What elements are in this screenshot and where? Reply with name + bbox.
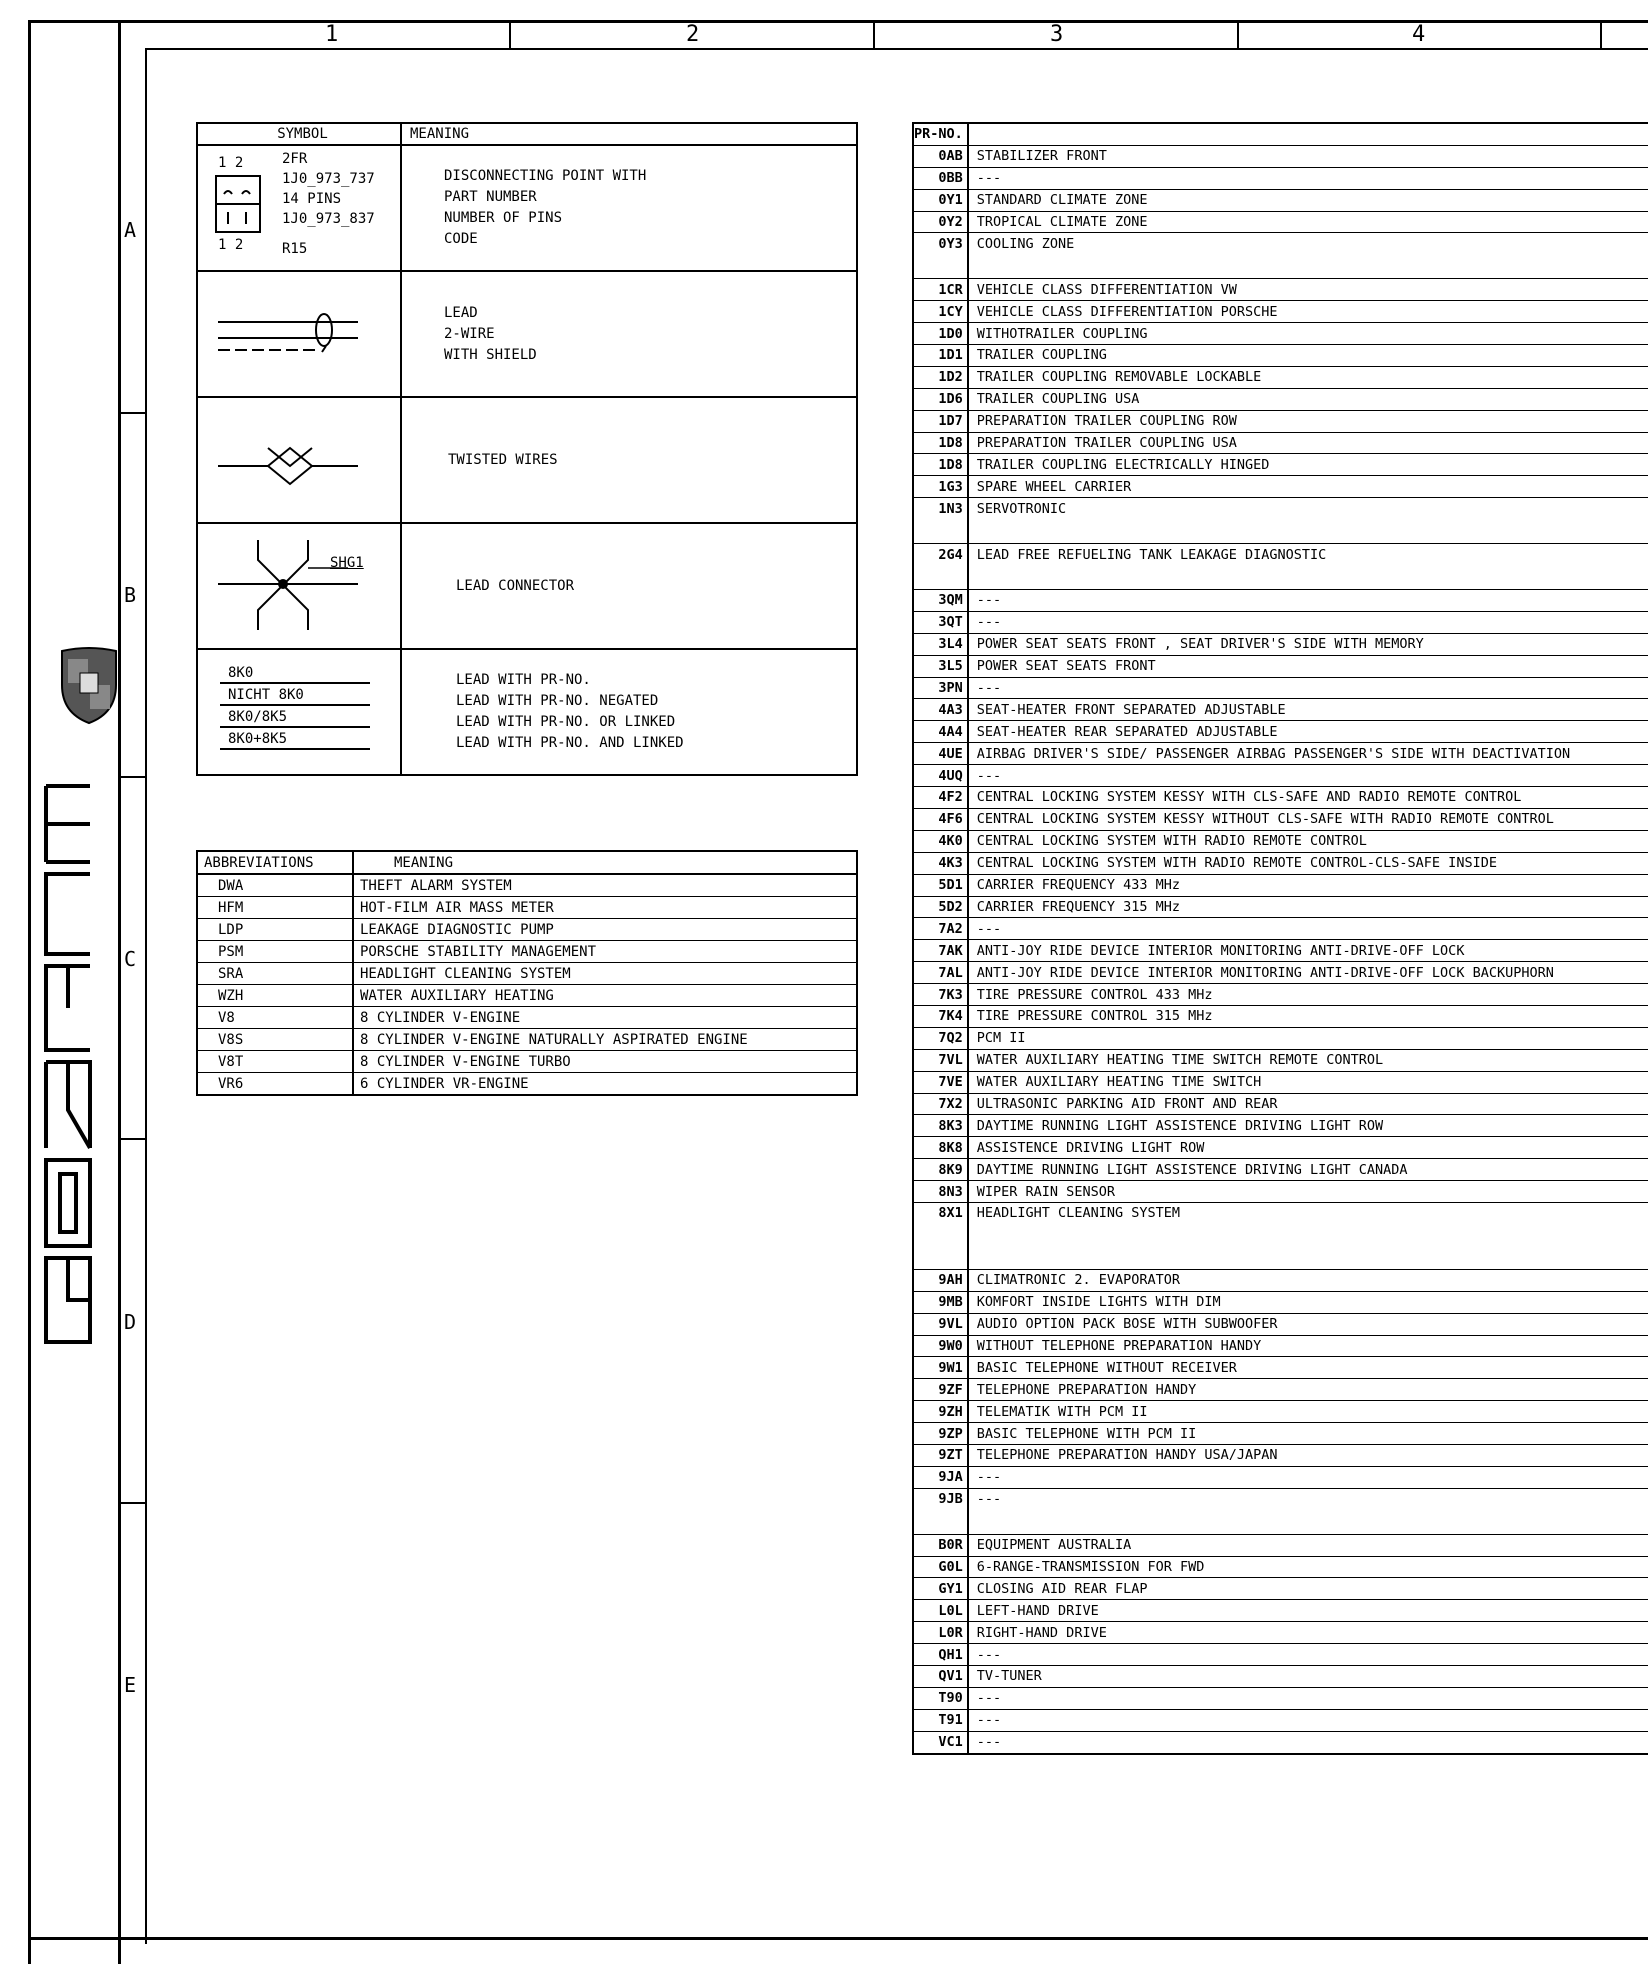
pr-code: 1D8 (913, 432, 968, 454)
pr-code: 9MB (913, 1291, 968, 1313)
table-row (913, 1093, 1648, 1115)
column-number-3: 3 (1050, 22, 1064, 47)
pr-code: B0R (913, 1534, 968, 1556)
pr-description: SERVOTRONIC (968, 498, 1648, 519)
col-sep (509, 20, 511, 48)
pr-description: --- (968, 1466, 1648, 1488)
table-row (913, 189, 1648, 211)
meaning-lead-connector: LEAD CONNECTOR (401, 523, 857, 649)
table-row (913, 388, 1648, 410)
pr-code: 9ZT (913, 1444, 968, 1466)
pr-code: 1D2 (913, 366, 968, 388)
table-row (197, 1029, 857, 1051)
table-row (913, 410, 1648, 432)
col-sep (1600, 20, 1602, 48)
pr-description: LEFT-HAND DRIVE (968, 1600, 1648, 1622)
table-row (913, 1622, 1648, 1644)
abbreviation-meaning: WATER AUXILIARY HEATING (353, 985, 857, 1007)
table-row (913, 808, 1648, 830)
pr-code: 8K3 (913, 1115, 968, 1137)
abbreviation-code: V8S (197, 1029, 353, 1051)
pr-description: WATER AUXILIARY HEATING TIME SWITCH REMOTE CONTROL (968, 1049, 1648, 1071)
table-row (913, 1202, 1648, 1223)
pr-code: 1D6 (913, 388, 968, 410)
twisted-wires-icon (198, 398, 398, 518)
pr-code: 2G4 (913, 544, 968, 565)
symbol-legend-table (196, 122, 858, 776)
pr-description: KOMFORT INSIDE LIGHTS WITH DIM (968, 1291, 1648, 1313)
pr-code: 3QT (913, 611, 968, 633)
pr-code: 8X1 (913, 1202, 968, 1223)
table-row (913, 345, 1648, 367)
table-row (913, 1137, 1648, 1159)
table-row (197, 1073, 857, 1096)
table-row (913, 1666, 1648, 1688)
table-row (913, 1379, 1648, 1401)
pr-code: GY1 (913, 1578, 968, 1600)
pr-code: QV1 (913, 1666, 968, 1688)
meaning-header: MEANING (401, 123, 857, 145)
table-row (913, 1578, 1648, 1600)
table-row (913, 1313, 1648, 1335)
table-row (913, 1005, 1648, 1027)
table-row (913, 1709, 1648, 1731)
table-row (913, 1357, 1648, 1379)
table-row (913, 167, 1648, 189)
table-row (913, 301, 1648, 323)
table-row (913, 1027, 1648, 1049)
table-row (913, 1401, 1648, 1423)
pr-code: 7VL (913, 1049, 968, 1071)
abbreviation-meaning: 8 CYLINDER V-ENGINE TURBO (353, 1051, 857, 1073)
pr-code: 8K8 (913, 1137, 968, 1159)
table-spacer-row (913, 565, 1648, 590)
pr-code: 4A4 (913, 721, 968, 743)
pr-code: 3PN (913, 677, 968, 699)
pr-description: POWER SEAT SEATS FRONT , SEAT DRIVER'S SIDE WITH MEMORY (968, 633, 1648, 655)
pr-description: DAYTIME RUNNING LIGHT ASSISTENCE DRIVING LIGHT ROW (968, 1115, 1648, 1137)
table-row (913, 830, 1648, 852)
table-row (913, 874, 1648, 896)
pr-description: SEAT-HEATER REAR SEPARATED ADJUSTABLE (968, 721, 1648, 743)
pr-description: --- (968, 590, 1648, 612)
abbreviation-code: SRA (197, 963, 353, 985)
table-row (913, 721, 1648, 743)
table-row (913, 1488, 1648, 1509)
porsche-crest-icon (58, 645, 120, 725)
abbreviation-code: V8 (197, 1007, 353, 1029)
pr-code: 9JA (913, 1466, 968, 1488)
abbreviation-code: HFM (197, 897, 353, 919)
pr-code: 1N3 (913, 498, 968, 519)
table-row (913, 1159, 1648, 1181)
pr-description: BASIC TELEPHONE WITHOUT RECEIVER (968, 1357, 1648, 1379)
pr-code: 5D2 (913, 896, 968, 918)
pr-code: 0Y3 (913, 233, 968, 254)
abbreviation-meaning: PORSCHE STABILITY MANAGEMENT (353, 941, 857, 963)
pr-description: PREPARATION TRAILER COUPLING ROW (968, 410, 1648, 432)
pr-code: 0BB (913, 167, 968, 189)
pr-code: 9W0 (913, 1335, 968, 1357)
abbreviation-meaning: HEADLIGHT CLEANING SYSTEM (353, 963, 857, 985)
meaning-shielded-lead: LEAD 2-WIRE WITH SHIELD (401, 271, 857, 397)
pr-description: --- (968, 1731, 1648, 1753)
col-sep (873, 20, 875, 48)
table-row (913, 498, 1648, 519)
pr-description: PCM II (968, 1027, 1648, 1049)
pr-description: AIRBAG DRIVER'S SIDE/ PASSENGER AIRBAG PASSENGER'S SIDE WITH DEACTIVATION (968, 743, 1648, 765)
pr-description: TRAILER COUPLING (968, 345, 1648, 367)
pr-description: --- (968, 765, 1648, 787)
pr-description: TRAILER COUPLING REMOVABLE LOCKABLE (968, 366, 1648, 388)
abbreviation-code: WZH (197, 985, 353, 1007)
pr-code: 8N3 (913, 1181, 968, 1203)
pr-code: 3QM (913, 590, 968, 612)
pr-code: VC1 (913, 1731, 968, 1753)
pr-description: ULTRASONIC PARKING AID FRONT AND REAR (968, 1093, 1648, 1115)
table-spacer-row (913, 519, 1648, 544)
pr-code: 4UQ (913, 765, 968, 787)
pr-code: 5D1 (913, 874, 968, 896)
table-row (197, 919, 857, 941)
pr-code: 3L4 (913, 633, 968, 655)
pr-description: AUDIO OPTION PACK BOSE WITH SUBWOOFER (968, 1313, 1648, 1335)
pr-code: G0L (913, 1556, 968, 1578)
table-row (913, 962, 1648, 984)
pr-description: TELEPHONE PREPARATION HANDY USA/JAPAN (968, 1444, 1648, 1466)
table-row (913, 1291, 1648, 1313)
pr-code: 0Y1 (913, 189, 968, 211)
frame-left-margin-line (118, 20, 121, 1964)
pr-code: L0R (913, 1622, 968, 1644)
table-row (913, 787, 1648, 809)
table-row (913, 1071, 1648, 1093)
pr-code: 1G3 (913, 476, 968, 498)
pr-code: 7A2 (913, 918, 968, 940)
pr-description: CARRIER FREQUENCY 315 MHz (968, 896, 1648, 918)
table-row (913, 1644, 1648, 1666)
pr-code: 7AK (913, 940, 968, 962)
table-row (913, 454, 1648, 476)
pr-description: ANTI-JOY RIDE DEVICE INTERIOR MONITORING ANTI-DRIVE-OFF LOCK BACKUPHORN (968, 962, 1648, 984)
pr-number-table (912, 122, 1648, 1755)
table-row (913, 432, 1648, 454)
pr-description: SPARE WHEEL CARRIER (968, 476, 1648, 498)
pr-code: 7K3 (913, 984, 968, 1006)
pr-description: ASSISTENCE DRIVING LIGHT ROW (968, 1137, 1648, 1159)
table-row (913, 233, 1648, 254)
abbreviation-meaning: 8 CYLINDER V-ENGINE NATURALLY ASPIRATED ENGINE (353, 1029, 857, 1051)
table-spacer-row (913, 1224, 1648, 1270)
pr-code: 9ZP (913, 1423, 968, 1445)
pr-description: VEHICLE CLASS DIFFERENTIATION PORSCHE (968, 301, 1648, 323)
table-row (913, 211, 1648, 233)
pr-description: --- (968, 1488, 1648, 1509)
shielded-lead-icon (198, 272, 398, 392)
abbreviations-table (196, 850, 858, 1096)
pr-description: --- (968, 167, 1648, 189)
pr-description: COOLING ZONE (968, 233, 1648, 254)
row-letter-D: D (124, 1310, 137, 1334)
pr-description: WIPER RAIN SENSOR (968, 1181, 1648, 1203)
pr-code: T90 (913, 1687, 968, 1709)
pr-code: 1CR (913, 279, 968, 301)
pr-code: 7Q2 (913, 1027, 968, 1049)
symbol-disconnecting-point: 1 2 2FR 1J0_973_737 14 PINS 1J0_973_837 1 2 R15 (197, 145, 401, 271)
table-row (913, 1335, 1648, 1357)
row-letter-B: B (124, 583, 137, 607)
pr-description: CLOSING AID REAR FLAP (968, 1578, 1648, 1600)
frame-top-inner-line (145, 48, 1648, 50)
pr-code: 0AB (913, 145, 968, 167)
table-row (197, 1007, 857, 1029)
pr-code: L0L (913, 1600, 968, 1622)
pr-code: 1D8 (913, 454, 968, 476)
row-letter-C: C (124, 947, 137, 971)
table-row (197, 897, 857, 919)
meaning-twisted-wires: TWISTED WIRES (401, 397, 857, 523)
table-row (913, 1049, 1648, 1071)
table-row (913, 145, 1648, 167)
meaning-lead-pr-no: LEAD WITH PR-NO. LEAD WITH PR-NO. NEGATED LEAD WITH PR-NO. OR LINKED LEAD WITH PR-NO. AND LINKED (401, 649, 857, 775)
table-row (913, 765, 1648, 787)
pr-code: 3L5 (913, 655, 968, 677)
pr-description: ANTI-JOY RIDE DEVICE INTERIOR MONITORING ANTI-DRIVE-OFF LOCK (968, 940, 1648, 962)
pr-code: 9ZH (913, 1401, 968, 1423)
pr-code: 1D0 (913, 323, 968, 345)
table-row (913, 476, 1648, 498)
pr-code: 9VL (913, 1313, 968, 1335)
pr-description: BASIC TELEPHONE WITH PCM II (968, 1423, 1648, 1445)
symbol-lead-connector: SHG1 (197, 523, 401, 649)
col-sep (1237, 20, 1239, 48)
table-row (197, 963, 857, 985)
pr-code: T91 (913, 1709, 968, 1731)
table-row (913, 940, 1648, 962)
pr-description: TIRE PRESSURE CONTROL 315 MHz (968, 1005, 1648, 1027)
pr-code: 9AH (913, 1269, 968, 1291)
pr-description: TELEPHONE PREPARATION HANDY (968, 1379, 1648, 1401)
row-sep (118, 1502, 145, 1504)
pr-description: TIRE PRESSURE CONTROL 433 MHz (968, 984, 1648, 1006)
table-row (913, 1687, 1648, 1709)
column-number-2: 2 (686, 22, 700, 47)
table-row (913, 1115, 1648, 1137)
pr-description: STANDARD CLIMATE ZONE (968, 189, 1648, 211)
table-row (913, 1534, 1648, 1556)
pr-description: --- (968, 1644, 1648, 1666)
table-row (197, 1051, 857, 1073)
pr-description: --- (968, 918, 1648, 940)
pr-code: 9ZF (913, 1379, 968, 1401)
pr-description: CENTRAL LOCKING SYSTEM WITH RADIO REMOTE CONTROL-CLS-SAFE INSIDE (968, 852, 1648, 874)
table-row (913, 366, 1648, 388)
pr-code: 8K9 (913, 1159, 968, 1181)
table-row (197, 874, 857, 897)
pr-code: 0Y2 (913, 211, 968, 233)
symbol-shielded-lead (197, 271, 401, 397)
abbreviation-code: V8T (197, 1051, 353, 1073)
pr-code: 7VE (913, 1071, 968, 1093)
abbreviation-meaning: 8 CYLINDER V-ENGINE (353, 1007, 857, 1029)
table-spacer-row (913, 254, 1648, 279)
lead-connector-icon (198, 524, 398, 644)
pr-description: PREPARATION TRAILER COUPLING USA (968, 432, 1648, 454)
abbreviation-code: LDP (197, 919, 353, 941)
pr-description: RIGHT-HAND DRIVE (968, 1622, 1648, 1644)
row-letter-E: E (124, 1673, 137, 1697)
pr-description: DAYTIME RUNNING LIGHT ASSISTENCE DRIVING LIGHT CANADA (968, 1159, 1648, 1181)
pr-code: 4K3 (913, 852, 968, 874)
pr-code: QH1 (913, 1644, 968, 1666)
pr-code: 4A3 (913, 699, 968, 721)
pr-description: --- (968, 611, 1648, 633)
column-number-4: 4 (1412, 22, 1426, 47)
pr-description: --- (968, 1687, 1648, 1709)
table-row (913, 633, 1648, 655)
table-spacer-row (913, 1510, 1648, 1535)
connector-icon (214, 174, 280, 236)
pr-description: WITHOTRAILER COUPLING (968, 323, 1648, 345)
frame-inner-line (145, 48, 147, 1944)
pr-description: HEADLIGHT CLEANING SYSTEM (968, 1202, 1648, 1223)
pr-description: LEAD FREE REFUELING TANK LEAKAGE DIAGNOSTIC (968, 544, 1648, 565)
row-sep (118, 1138, 145, 1140)
abbreviation-meaning: 6 CYLINDER VR-ENGINE (353, 1073, 857, 1096)
table-row (913, 1181, 1648, 1203)
pr-description: STABILIZER FRONT (968, 145, 1648, 167)
table-row (913, 699, 1648, 721)
pr-code: 1CY (913, 301, 968, 323)
pr-description: TROPICAL CLIMATE ZONE (968, 211, 1648, 233)
pr-description: CENTRAL LOCKING SYSTEM WITH RADIO REMOTE CONTROL (968, 830, 1648, 852)
pr-code: 7X2 (913, 1093, 968, 1115)
abbreviation-meaning: LEAKAGE DIAGNOSTIC PUMP (353, 919, 857, 941)
table-row (913, 1556, 1648, 1578)
abbreviation-meaning: THEFT ALARM SYSTEM (353, 874, 857, 897)
table-row (913, 984, 1648, 1006)
pr-code: 1D1 (913, 345, 968, 367)
pr-description: TV-TUNER (968, 1666, 1648, 1688)
abbreviation-meaning: HOT-FILM AIR MASS METER (353, 897, 857, 919)
pr-description: TRAILER COUPLING USA (968, 388, 1648, 410)
table-row (913, 655, 1648, 677)
table-row (913, 1466, 1648, 1488)
pr-code: 7AL (913, 962, 968, 984)
table-row (913, 611, 1648, 633)
pr-code: 1D7 (913, 410, 968, 432)
pr-description: CLIMATRONIC 2. EVAPORATOR (968, 1269, 1648, 1291)
pr-description: CENTRAL LOCKING SYSTEM KESSY WITH CLS-SAFE AND RADIO REMOTE CONTROL (968, 787, 1648, 809)
pr-description: CARRIER FREQUENCY 433 MHz (968, 874, 1648, 896)
abbreviation-code: VR6 (197, 1073, 353, 1096)
pr-description: EQUIPMENT AUSTRALIA (968, 1534, 1648, 1556)
abbreviations-header: ABBREVIATIONS (197, 851, 353, 874)
pr-description: SEAT-HEATER FRONT SEPARATED ADJUSTABLE (968, 699, 1648, 721)
pr-description: --- (968, 677, 1648, 699)
row-sep (118, 412, 145, 414)
pr-description: CENTRAL LOCKING SYSTEM KESSY WITHOUT CLS-SAFE WITH RADIO REMOTE CONTROL (968, 808, 1648, 830)
pr-code: 4F6 (913, 808, 968, 830)
pr-code: 7K4 (913, 1005, 968, 1027)
table-row (913, 852, 1648, 874)
symbol-header: SYMBOL (197, 123, 401, 145)
table-row (913, 896, 1648, 918)
table-row (913, 1269, 1648, 1291)
abbr-meaning-header: MEANING (353, 851, 857, 874)
abbreviation-code: DWA (197, 874, 353, 897)
pr-description: WITHOUT TELEPHONE PREPARATION HANDY (968, 1335, 1648, 1357)
pr-code: 4K0 (913, 830, 968, 852)
table-row (913, 590, 1648, 612)
pr-code: 4UE (913, 743, 968, 765)
pr-description: VEHICLE CLASS DIFFERENTIATION VW (968, 279, 1648, 301)
table-row (913, 279, 1648, 301)
table-row (913, 1600, 1648, 1622)
pr-description: 6-RANGE-TRANSMISSION FOR FWD (968, 1556, 1648, 1578)
row-letter-A: A (124, 218, 137, 242)
porsche-logo (38, 780, 98, 1350)
pr-code: 9JB (913, 1488, 968, 1509)
table-row (913, 1423, 1648, 1445)
column-number-1: 1 (325, 22, 339, 47)
abbreviation-code: PSM (197, 941, 353, 963)
pr-code: 9W1 (913, 1357, 968, 1379)
table-row (913, 323, 1648, 345)
table-row (913, 1731, 1648, 1753)
pr-description: POWER SEAT SEATS FRONT (968, 655, 1648, 677)
pr-no-header: PR-NO. (913, 123, 968, 145)
table-row (913, 918, 1648, 940)
symbol-twisted-wires (197, 397, 401, 523)
pr-description: TRAILER COUPLING ELECTRICALLY HINGED (968, 454, 1648, 476)
table-row (913, 677, 1648, 699)
symbol-lead-pr-no: 8K0 NICHT 8K0 8K0/8K5 8K0+8K5 (197, 649, 401, 775)
pr-description: TELEMATIK WITH PCM II (968, 1401, 1648, 1423)
meaning-disconnecting-point: DISCONNECTING POINT WITH PART NUMBER NUMBER OF PINS CODE (401, 145, 857, 271)
table-row (197, 985, 857, 1007)
table-row (197, 941, 857, 963)
table-row (913, 1444, 1648, 1466)
pr-description: --- (968, 1709, 1648, 1731)
table-row (913, 544, 1648, 565)
table-row (913, 743, 1648, 765)
pr-code: 4F2 (913, 787, 968, 809)
row-sep (118, 776, 145, 778)
pr-description: WATER AUXILIARY HEATING TIME SWITCH (968, 1071, 1648, 1093)
